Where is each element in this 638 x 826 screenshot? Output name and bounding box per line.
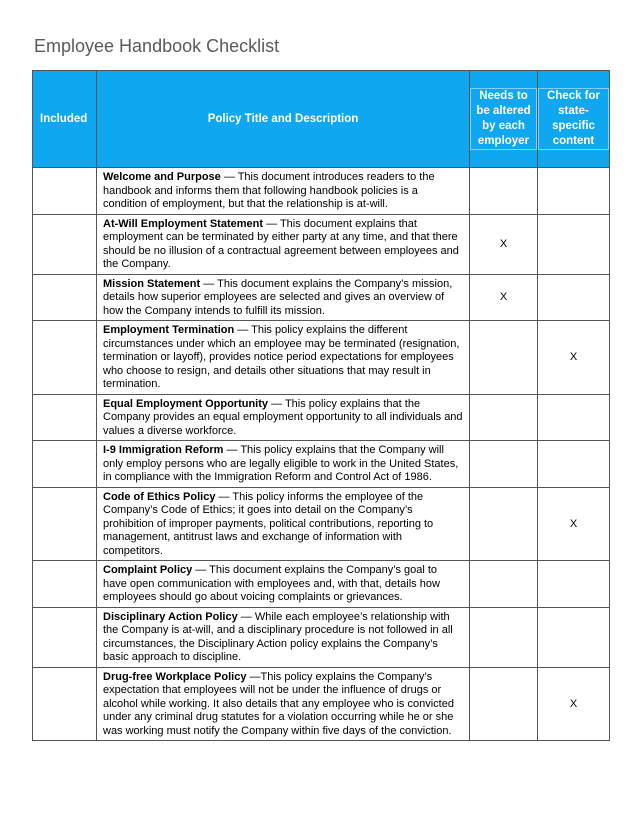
state-specific-cell: [538, 441, 610, 488]
policy-separator: —: [263, 217, 280, 230]
needs-altered-cell: [470, 441, 538, 488]
table-row: [33, 487, 610, 561]
included-cell[interactable]: [33, 487, 97, 561]
header-row: [33, 71, 610, 168]
policy-separator: —: [268, 397, 285, 410]
policy-cell: [97, 607, 470, 667]
needs-altered-cell: [470, 667, 538, 741]
policy-description: This policy explains the Company’s expectation that employees will not be under the influence of drugs or alcohol while working. It also details that any employee who is convicted under any criminal drug statutes for a violation occurring while he or she was working must notify the Company within five days of the conviction.: [103, 670, 454, 737]
page-title: Employee Handbook Checklist: [34, 36, 280, 56]
included-cell[interactable]: [33, 441, 97, 488]
state-specific-cell: [538, 561, 610, 608]
included-column-header: Included: [33, 71, 97, 168]
needs-altered-cell: [470, 168, 538, 215]
policy-title: Mission Statement: [103, 277, 201, 290]
policy-description: This policy explains that the Company will only employ persons who are legally eligible to work in the United States, in compliance with the Immigration Reform and Control Act of 1986.: [103, 444, 459, 483]
included-cell[interactable]: [33, 274, 97, 321]
policy-cell: [97, 394, 470, 441]
included-cell[interactable]: [33, 321, 97, 395]
table-row: [33, 607, 610, 667]
policy-separator: —: [237, 610, 255, 623]
policy-title: Equal Employment Opportunity: [103, 397, 269, 410]
policy-description: This policy informs the employee of the Company’s Code of Ethics; it goes into detail on the Company’s prohibition of improper payments, political contributions, reporting to management, antitrust laws and exchange of information with competitors.: [103, 490, 434, 557]
included-cell[interactable]: [33, 168, 97, 215]
policy-separator: —: [223, 444, 241, 456]
policy-description: This document introduces readers to the handbook and informs them that following handbook policies is a condition of employment, but that the relationship is at-will.: [103, 171, 435, 210]
table-row: [33, 441, 610, 488]
table-row: [33, 168, 610, 215]
policy-description: This document explains that employment can be terminated by either party at any time, and that there should be no illusion of a contractual agreement between employees and the Company.: [103, 217, 459, 270]
state-specific-cell: [538, 274, 610, 321]
included-cell[interactable]: [33, 561, 97, 608]
included-cell[interactable]: [33, 394, 97, 441]
policy-separator: —: [215, 490, 233, 503]
policy-separator: —: [220, 171, 238, 183]
table-row: [33, 214, 610, 274]
needs-altered-cell: [470, 487, 538, 561]
policy-cell: [97, 274, 470, 321]
policy-cell: [97, 168, 470, 215]
needs-altered-header-label: Needs to be altered by each employer: [470, 88, 537, 150]
state-specific-cell: X: [538, 487, 610, 561]
needs-altered-cell: [470, 561, 538, 608]
needs-altered-cell: X: [470, 214, 538, 274]
policy-description: While each employee’s relationship with the Company is at-will, and a disciplinary procedure is not followed in all circumstances, the Disciplinary Action policy explains the Company’s basic approach to discipline.: [103, 610, 453, 663]
policy-cell: [97, 487, 470, 561]
policy-description: This document explains the Company’s mission, details how superior employees are selected and gives an overview of how the Company intends to fulfill its mission.: [103, 277, 453, 317]
handbook-checklist-table: [32, 70, 610, 741]
needs-altered-cell: X: [470, 274, 538, 321]
policy-cell: [97, 667, 470, 741]
included-cell[interactable]: [33, 607, 97, 667]
policy-title: Disciplinary Action Policy: [103, 610, 238, 623]
table-row: [33, 394, 610, 441]
policy-title: Complaint Policy: [103, 564, 193, 576]
needs-altered-cell: [470, 321, 538, 395]
policy-separator: —: [246, 670, 261, 683]
included-cell[interactable]: [33, 214, 97, 274]
table-row: [33, 274, 610, 321]
policy-cell: [97, 441, 470, 488]
table-row: [33, 321, 610, 395]
policy-description: This policy explains the different circumstances under which an employee may be terminated (resignation, termination or layoff), provides notice period expectations for employees who choose to resign, and details other situations that may result in termination.: [103, 324, 460, 390]
policy-column-header: Policy Title and Description: [97, 71, 470, 168]
state-specific-cell: X: [538, 667, 610, 741]
policy-separator: —: [200, 277, 218, 290]
policy-title: Welcome and Purpose: [103, 171, 221, 183]
policy-title: Drug-free Workplace Policy: [103, 670, 247, 683]
table-row: [33, 667, 610, 741]
policy-description: This policy explains that the Company provides an equal employment opportunity to all individuals and values a diverse workforce.: [103, 397, 463, 437]
policy-cell: [97, 214, 470, 274]
state-specific-cell: [538, 394, 610, 441]
needs-altered-column-header: [470, 71, 538, 168]
policy-title: Employment Termination: [103, 324, 235, 336]
policy-title: Code of Ethics Policy: [103, 490, 216, 503]
policy-cell: [97, 561, 470, 608]
table-row: [33, 561, 610, 608]
policy-cell: [97, 321, 470, 395]
state-specific-header-label: Check for state-specific content: [538, 88, 609, 150]
policy-separator: —: [192, 564, 210, 576]
needs-altered-cell: [470, 607, 538, 667]
state-specific-cell: [538, 607, 610, 667]
state-specific-cell: X: [538, 321, 610, 395]
state-specific-cell: [538, 168, 610, 215]
policy-separator: —: [234, 324, 252, 336]
included-cell[interactable]: [33, 667, 97, 741]
policy-title: I-9 Immigration Reform: [103, 444, 224, 456]
needs-altered-cell: [470, 394, 538, 441]
state-specific-column-header: [538, 71, 610, 168]
state-specific-cell: [538, 214, 610, 274]
policy-description: This document explains the Company’s goal to have open communication with employees and, with that, details how employees should go about voicing complaints or grievances.: [103, 564, 440, 603]
policy-title: At-Will Employment Statement: [103, 217, 264, 230]
